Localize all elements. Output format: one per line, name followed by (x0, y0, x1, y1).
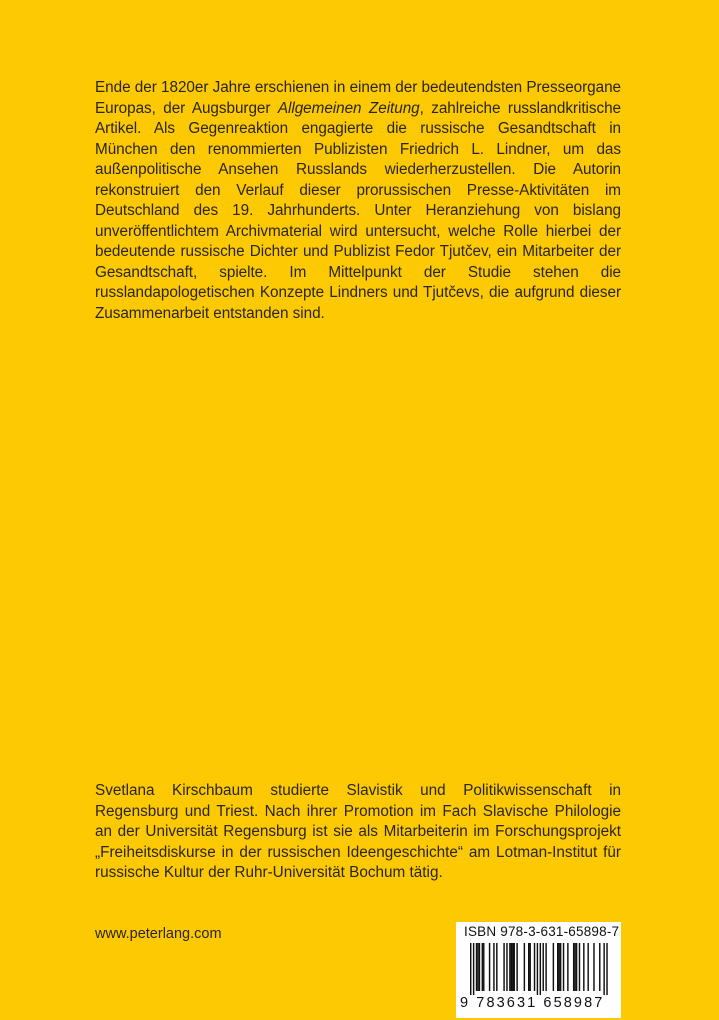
barcode-bar (511, 943, 512, 991)
barcode-bar (553, 943, 554, 991)
barcode-bars (470, 943, 608, 995)
barcode-bar (482, 943, 483, 991)
barcode-bar (509, 943, 510, 991)
barcode-bar (524, 943, 525, 991)
author-biography: Svetlana Kirschbaum studierte Slavistik und Politikwissenschaft in Regensburg und Triest. Nach ihrer Promotion im Fach Slavische Philologie an der Universität Regensburg ist sie als Mitarbeiterin im Forschungsprojekt „Freiheitsdiskurse in der russischen Ideengeschichte“ am Lotman-Institut für russische Kultur der Ruhr-Universität Bochum tätig. (95, 782, 621, 881)
book-description (95, 78, 621, 324)
barcode-graphic (464, 943, 614, 995)
barcode-bar (593, 943, 594, 991)
barcode-bar (483, 943, 484, 991)
barcode-bar (476, 943, 477, 991)
barcode-bar (579, 943, 580, 991)
publisher-website[interactable]: www.peterlang.com (95, 926, 222, 942)
barcode-bar (543, 943, 544, 991)
barcode-bar (599, 943, 600, 991)
barcode-bar (603, 943, 604, 995)
barcode-bar (473, 943, 474, 995)
barcode-bar (540, 943, 541, 995)
barcode-bar (506, 943, 507, 991)
barcode-bar (576, 943, 577, 991)
barcode-bar (587, 943, 588, 991)
barcode-bar (560, 943, 561, 991)
isbn-label: ISBN 978-3-631-65898-7 (464, 924, 620, 939)
description-intro: Ende der 1820er Jahre erschienen in einem der bedeutendsten Presseorgane Europas, der Augsburger (95, 79, 621, 117)
barcode-bar (537, 943, 538, 995)
newspaper-title: Allgemeinen Zeitung (277, 99, 420, 117)
barcode-bar (493, 943, 494, 991)
barcode-bar (574, 943, 575, 991)
barcode-bar (489, 943, 490, 991)
description-body: , zahlreiche russlandkritische Artikel. Als Gegenreaktion engagierte die russische Gesandtschaft in München den renommierten Publizisten Friedrich L. Lindner, um das außenpolitische Ansehen Russlands wiederherzustellen. Die Autorin rekonstruiert den Verlauf dieser prorussischen Presse-Aktivitäten im Deutschland des 19. Jahrhunderts. Unter Heranziehung von bislang unveröffentlichtem Archivmaterial wird untersucht, welche Rolle hierbei der bedeutende russische Dichter und Publizist Fedor Tjutčev, ein Mitarbeiter der Gesandtschaft, spielte. Im Mittelpunkt der Studie stehen die russlandapologetischen Konzepte Lindners und Tjutčevs, die aufgrund dieser Zusammenarbeit entstanden sind. (95, 99, 621, 322)
barcode-bar (496, 943, 497, 991)
barcode-bar (470, 943, 471, 995)
barcode-bar (516, 943, 517, 991)
barcode-digits: 9 783631 658987 (460, 995, 605, 1011)
barcode-bar (534, 943, 535, 991)
barcode-bar (477, 943, 478, 991)
barcode-bar (545, 943, 546, 991)
barcode-bar (514, 943, 515, 991)
isbn-barcode-panel (456, 922, 621, 1018)
barcode-bar (512, 943, 513, 991)
barcode-bar (503, 943, 504, 991)
barcode-bar (479, 943, 480, 991)
barcode-bar (573, 943, 574, 991)
barcode-bar (558, 943, 559, 991)
barcode-bar (606, 943, 607, 995)
barcode-bar (563, 943, 564, 991)
barcode-bar (529, 943, 530, 991)
barcode-bar (528, 943, 529, 991)
barcode-bar (583, 943, 584, 991)
barcode-bar (567, 943, 568, 991)
barcode-bar (557, 943, 558, 991)
